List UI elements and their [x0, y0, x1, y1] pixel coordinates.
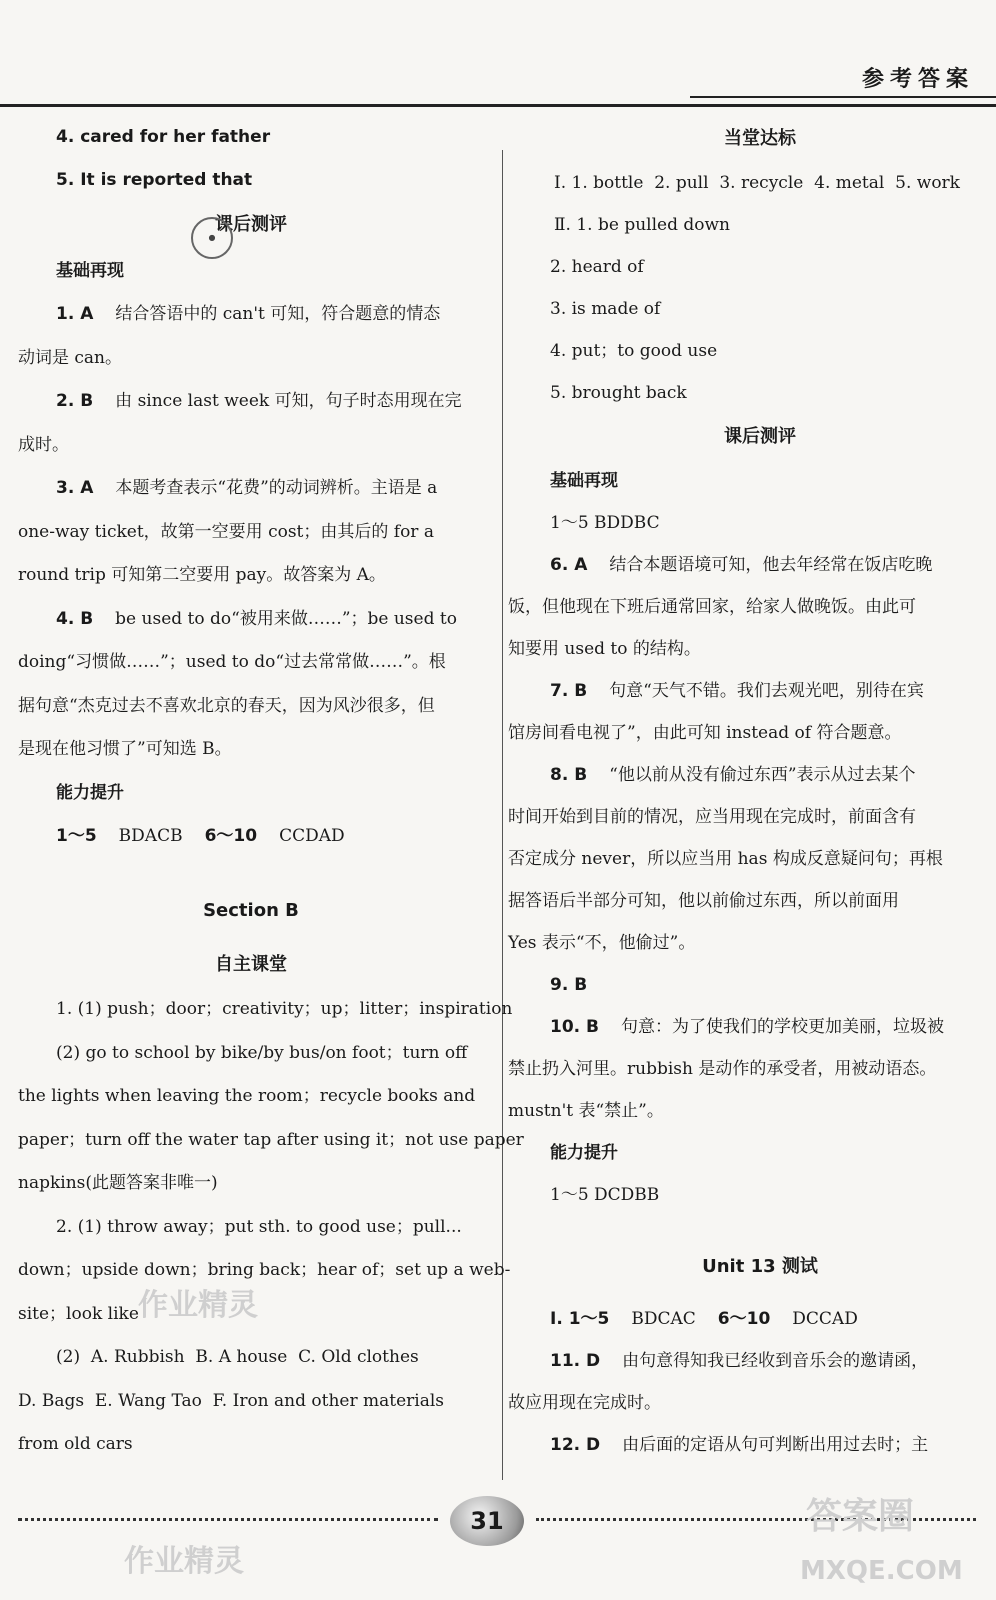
answer-line: 禁止扔入河里。rubbish 是动作的承受者，用被动语态。	[508, 1059, 937, 1079]
answer-line: napkins(此题答案非唯一)	[18, 1173, 218, 1193]
answer-line: 4. B be used to do“被用来做……”；be used to	[56, 609, 457, 629]
answer-line: 1. (1) push；door；creativity；up；litter；inspiration	[56, 999, 513, 1019]
answer-line: 2. B 由 since last week 可知，句子时态用现在完	[56, 391, 462, 411]
answer-line: 9. B	[550, 975, 588, 995]
answer-line: 4. put；to good use	[550, 341, 718, 361]
answer-line: round trip 可知第二空要用 pay。故答案为 A。	[18, 565, 386, 585]
answer-line: 1～5 BDDBC	[550, 513, 660, 533]
answer-line: 12. D 由后面的定语从句可判断出用过去时；主	[550, 1435, 929, 1455]
answer-line: 4. cared for her father	[56, 127, 271, 147]
header-rule	[0, 104, 996, 107]
answer-line: 5. It is reported that	[56, 170, 253, 190]
watermark: MXQE.COM	[800, 1556, 963, 1586]
answer-line: 时间开始到目前的情况，应当用现在完成时，前面含有	[508, 807, 916, 827]
answer-line: Ⅰ. 1～5 BDCAC 6～10 DCCAD	[550, 1309, 858, 1329]
answer-line: 3. A 本题考查表示“花费”的动词辨析。主语是 a	[56, 478, 438, 498]
page-number: 31	[450, 1496, 524, 1546]
section-heading: Section B	[203, 900, 299, 921]
sub-heading: 能力提升	[550, 1143, 618, 1163]
answer-line: Ⅰ. 1. bottle 2. pull 3. recycle 4. metal 5. work	[554, 173, 960, 193]
answer-line: down；upside down；bring back；hear of；set up a web-	[18, 1260, 511, 1280]
answer-line: 7. B 句意“天气不错。我们去观光吧，别待在宾	[550, 681, 924, 701]
answer-line: 是现在他习惯了”可知选 B。	[18, 739, 232, 759]
answer-line: Ⅱ. 1. be pulled down	[554, 215, 731, 235]
answer-line: D. Bags E. Wang Tao F. Iron and other materials	[18, 1391, 445, 1411]
answer-line: 知要用 used to 的结构。	[508, 639, 701, 659]
header-rule-short	[690, 96, 996, 98]
watermark: 答案圈	[806, 1496, 915, 1537]
answer-line: paper；turn off the water tap after using it；not use paper	[18, 1130, 524, 1150]
answer-line: one-way ticket，故第一空要用 cost；由其后的 for a	[18, 522, 434, 542]
answer-line: 1. A 结合答语中的 can't 可知，符合题意的情态	[56, 304, 441, 324]
answer-line: 3. is made of	[550, 299, 661, 319]
answer-line: 否定成分 never，所以应当用 has 构成反意疑问句；再根	[508, 849, 943, 869]
answer-line: 饭，但他现在下班后通常回家，给家人做晚饭。由此可	[508, 597, 916, 617]
answer-line: 1～5 BDACB 6～10 CCDAD	[56, 826, 345, 846]
answer-line: 6. A 结合本题语境可知，他去年经常在饭店吃晚	[550, 555, 933, 575]
answer-line: 2. heard of	[550, 257, 644, 277]
answer-line: 据答语后半部分可知，他以前偷过东西，所以前面用	[508, 891, 899, 911]
section-heading: 课后测评	[215, 214, 287, 235]
sub-heading: 基础再现	[56, 261, 124, 281]
header-title: 参考答案	[861, 67, 974, 92]
answer-line: 10. B 句意：为了使我们的学校更加美丽，垃圾被	[550, 1017, 944, 1037]
sub-heading: 能力提升	[56, 783, 124, 803]
footer-dots-left	[18, 1518, 438, 1521]
answer-line: (2) A. Rubbish B. A house C. Old clothes	[56, 1347, 419, 1367]
section-heading: Unit 13 测试	[702, 1256, 818, 1277]
answer-line: 据句意“杰克过去不喜欢北京的春天，因为风沙很多，但	[18, 696, 435, 716]
watermark: 作业精灵	[124, 1544, 244, 1579]
answer-line: 动词是 can。	[18, 348, 123, 368]
sub-heading: 基础再现	[550, 471, 618, 491]
answer-line: (2) go to school by bike/by bus/on foot；turn off	[56, 1043, 468, 1063]
answer-line: site；look like	[18, 1304, 139, 1324]
answer-line: doing“习惯做……”；used to do“过去常常做……”。根	[18, 652, 446, 672]
answer-line: 故应用现在完成时。	[508, 1393, 661, 1413]
section-heading: 当堂达标	[724, 128, 796, 149]
answer-line: the lights when leaving the room；recycle books and	[18, 1086, 476, 1106]
answer-line: 成时。	[18, 435, 69, 455]
answer-line: 2. (1) throw away；put sth. to good use；pull...	[56, 1217, 462, 1237]
stamp-icon: ●	[191, 217, 233, 259]
answer-line: 1～5 DCDBB	[550, 1185, 660, 1205]
answer-line: Yes 表示“不，他偷过”。	[508, 933, 696, 953]
page-header	[0, 0, 996, 108]
answer-line: 5. brought back	[550, 383, 687, 403]
answer-line: 11. D 由句意得知我已经收到音乐会的邀请函，	[550, 1351, 929, 1371]
answer-line: from old cars	[18, 1434, 133, 1454]
answer-line: 馆房间看电视了”，由此可知 instead of 符合题意。	[508, 723, 902, 743]
section-heading: 自主课堂	[215, 954, 287, 975]
section-heading: 课后测评	[724, 426, 796, 447]
answer-line: 8. B “他以前从没有偷过东西”表示从过去某个	[550, 765, 916, 785]
watermark: 作业精灵	[138, 1288, 258, 1323]
answer-line: mustn't 表“禁止”。	[508, 1101, 664, 1121]
